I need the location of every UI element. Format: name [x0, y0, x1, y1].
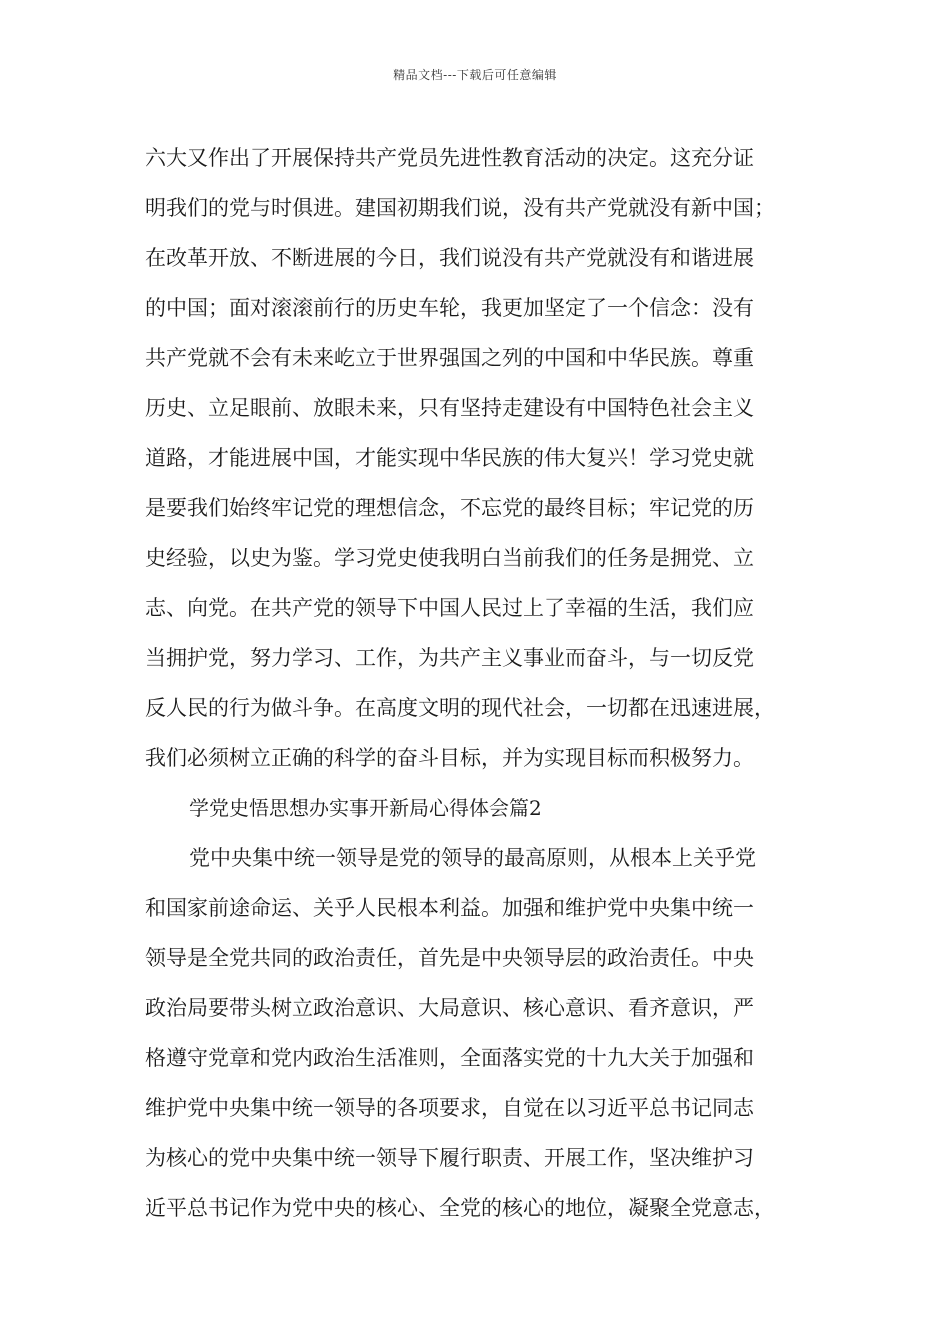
body-line: 在改革开放、不断进展的今日，我们说没有共产党就没有和谐进展 [145, 246, 754, 270]
section-line: 格遵守党章和党内政治生活准则，全面落实党的十九大关于加强和 [145, 1046, 754, 1070]
section-line: 为核心的党中央集中统一领导下履行职责、开展工作，坚决维护习 [145, 1146, 754, 1170]
page-header: 精品文档---下载后可任意编辑 [393, 68, 557, 82]
section-line: 领导是全党共同的政治责任，首先是中央领导层的政治责任。中央 [145, 946, 754, 970]
body-line: 明我们的党与时俱进。建国初期我们说，没有共产党就没有新中国； [145, 196, 775, 220]
body-line: 史经验，以史为鉴。学习党史使我明白当前我们的任务是拥党、立 [145, 546, 754, 570]
section-line: 政治局要带头树立政治意识、大局意识、核心意识、看齐意识，严 [145, 996, 754, 1020]
body-line: 的中国；面对滚滚前行的历史车轮，我更加坚定了一个信念：没有 [145, 296, 754, 320]
body-line: 是要我们始终牢记党的理想信念，不忘党的最终目标；牢记党的历 [145, 496, 754, 520]
body-line: 反人民的行为做斗争。在高度文明的现代社会，一切都在迅速进展， [145, 696, 775, 720]
body-line: 历史、立足眼前、放眼未来，只有坚持走建设有中国特色社会主义 [145, 396, 754, 420]
body-line: 共产党就不会有未来屹立于世界强国之列的中国和中华民族。尊重 [145, 346, 754, 370]
section-line: 维护党中央集中统一领导的各项要求，自觉在以习近平总书记同志 [145, 1096, 754, 1120]
section-title: 学党史悟思想办实事开新局心得体会篇2 [189, 796, 542, 820]
body-line: 六大又作出了开展保持共产党员先进性教育活动的决定。这充分证 [145, 146, 754, 170]
section-line: 近平总书记作为党中央的核心、全党的核心的地位，凝聚全党意志， [145, 1196, 775, 1220]
body-line: 当拥护党，努力学习、工作，为共产主义事业而奋斗，与一切反党 [145, 646, 754, 670]
body-line: 志、向党。在共产党的领导下中国人民过上了幸福的生活，我们应 [145, 596, 754, 620]
section-line: 和国家前途命运、关乎人民根本利益。加强和维护党中央集中统一 [145, 896, 754, 920]
document-body [145, 133, 825, 1233]
body-line: 我们必须树立正确的科学的奋斗目标，并为实现目标而积极努力。 [145, 746, 754, 770]
section-line: 党中央集中统一领导是党的领导的最高原则，从根本上关乎党 [189, 846, 756, 870]
body-line: 道路，才能进展中国，才能实现中华民族的伟大复兴！学习党史就 [145, 446, 754, 470]
